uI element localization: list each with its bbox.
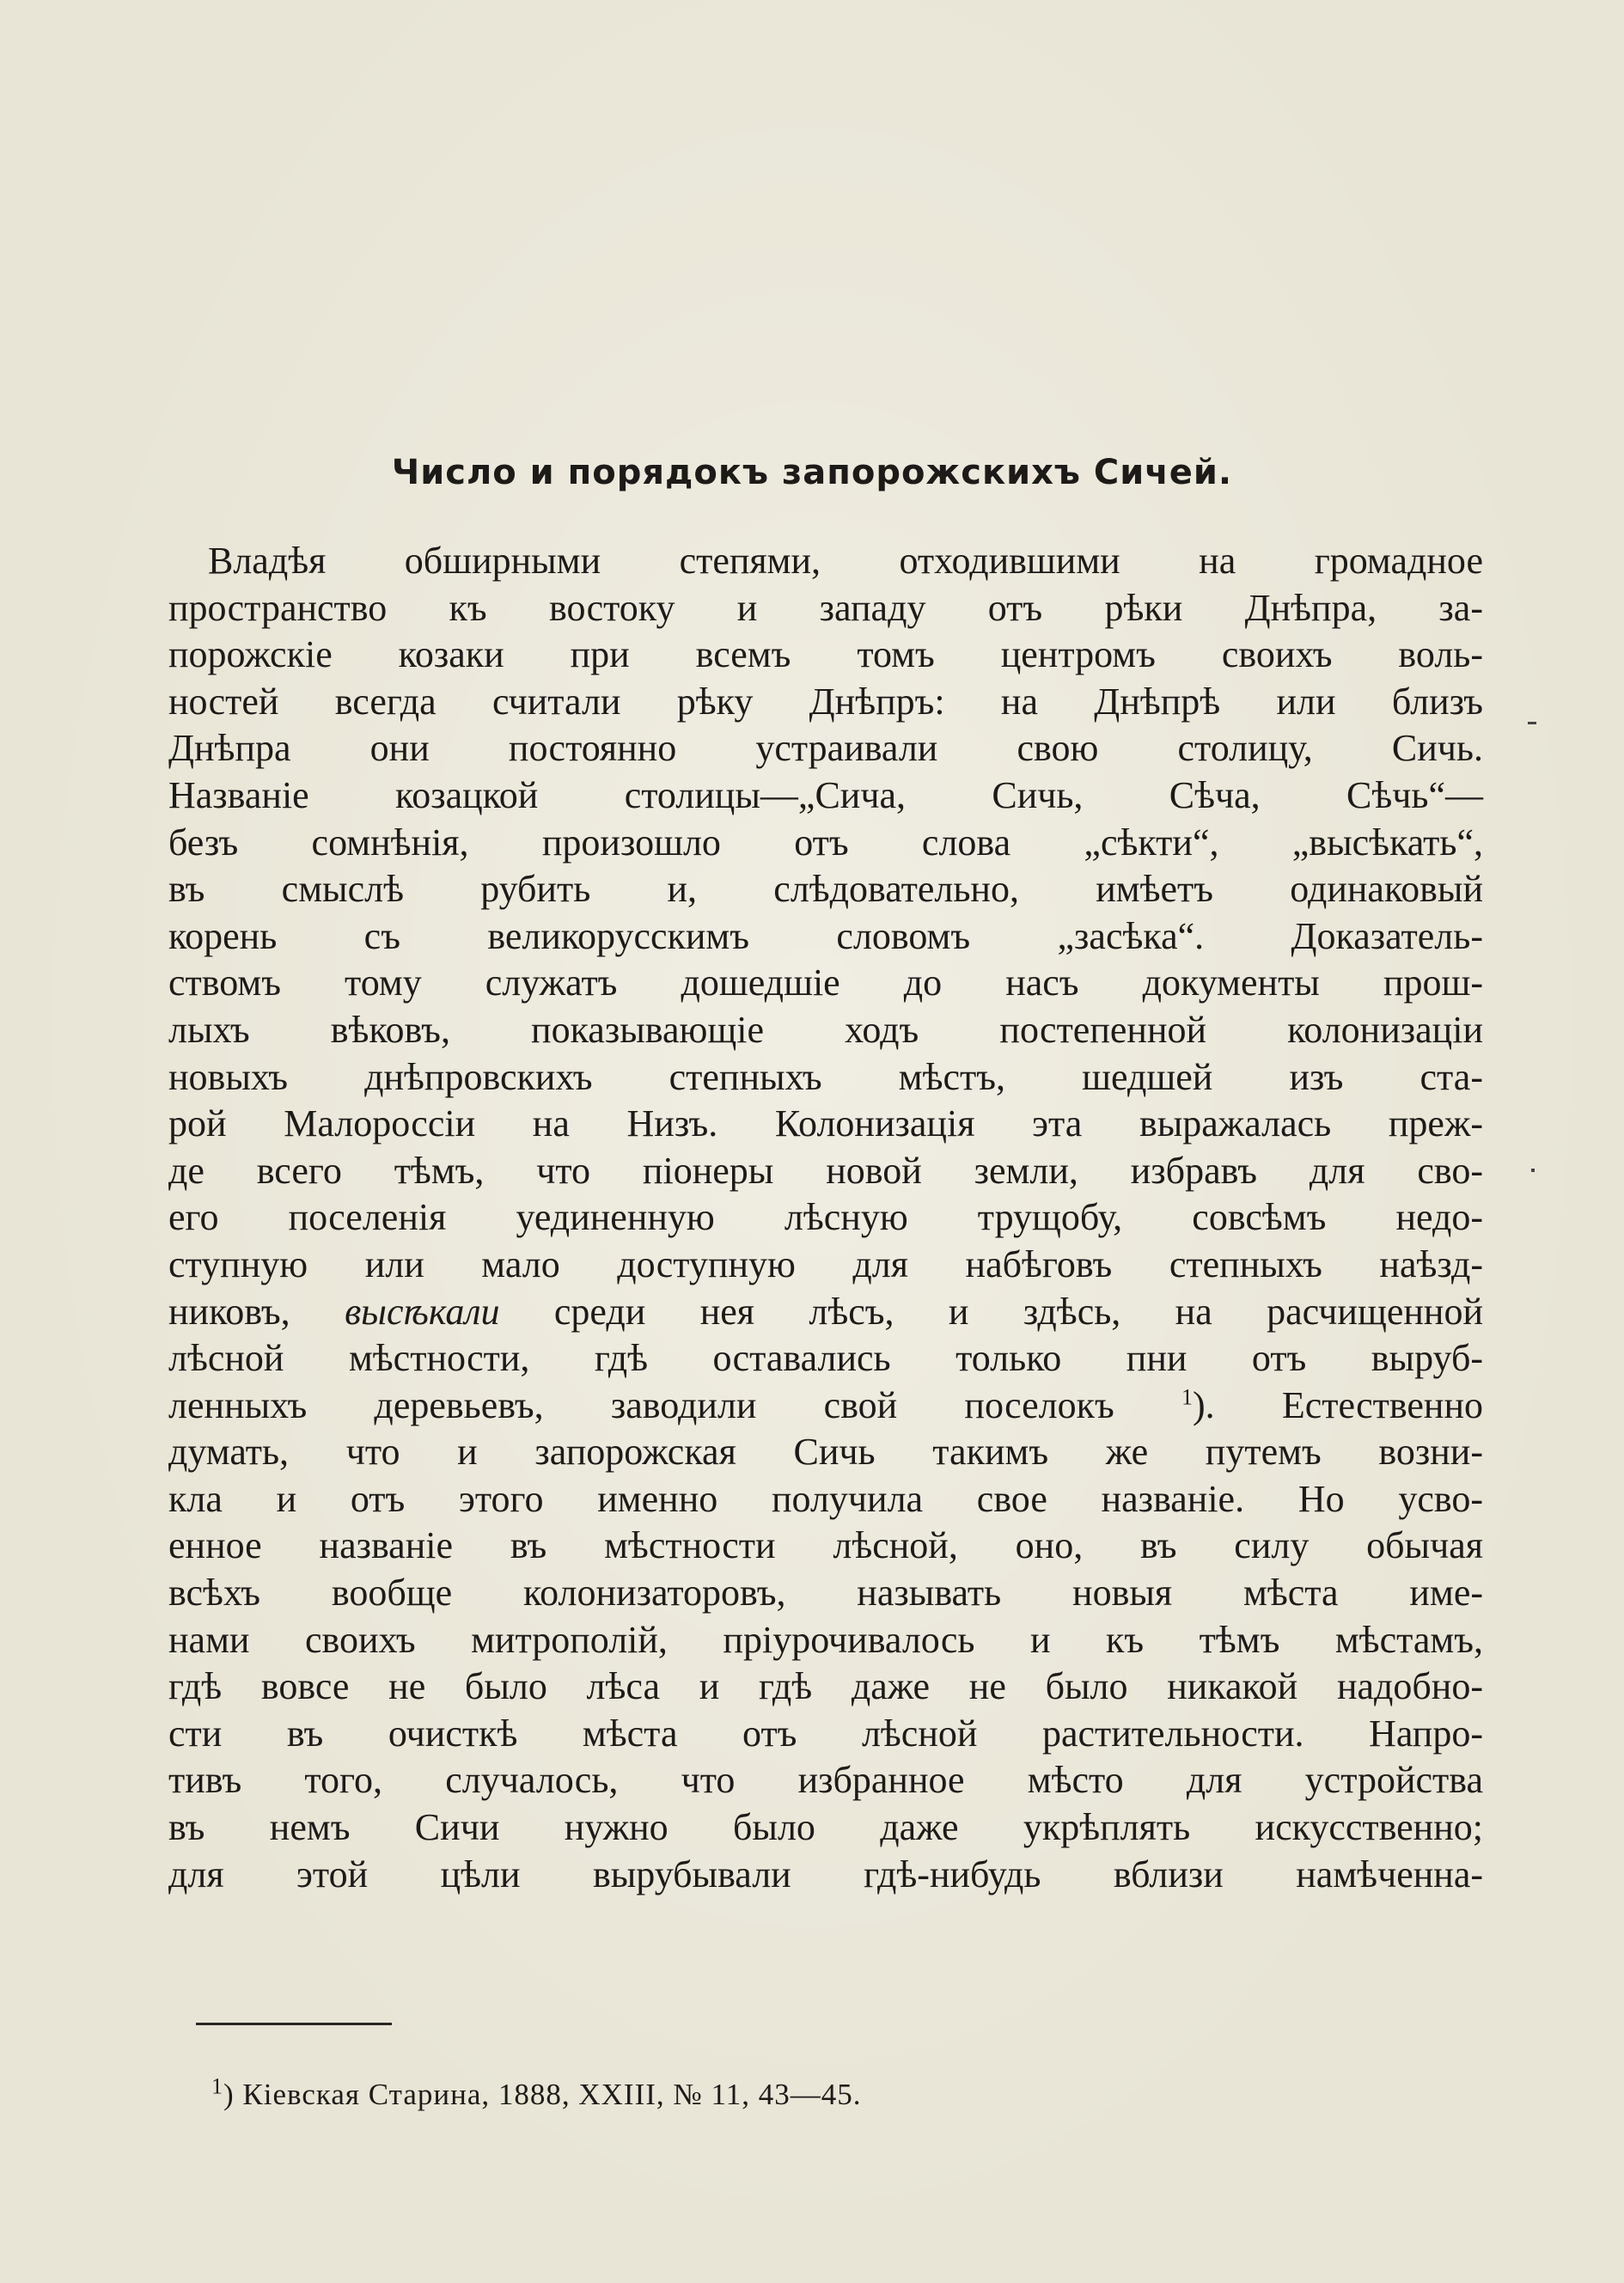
line-text-end: ). Естественно [1192,1383,1484,1426]
footnote [211,2074,861,2115]
line-text-after-emphasis: среди нея лѣсъ, и здѣсь, на расчищенной [553,1290,1484,1333]
text-line: ностей всегда считали рѣку Днѣпръ: на Днѣпрѣ или близъ [168,680,1483,723]
text-line: лѣсной мѣстности, гдѣ оставались только пни отъ выруб- [168,1337,1483,1380]
text-line: Владѣя обширными степями, отходившими на громадное [208,540,1483,582]
body-paragraph [168,538,1483,1898]
footnote-marker: 1 [211,2073,223,2099]
text-line: гдѣ вовсе не было лѣса и гдѣ даже не было никакой надобно- [168,1665,1483,1708]
footnote-divider [196,2023,392,2025]
text-line: его поселенія уединенную лѣсную трущобу, совсѣмъ недо- [168,1196,1483,1239]
text-line: нами своихъ митрополій, пріурочивалось и къ тѣмъ мѣстамъ, [168,1618,1483,1661]
text-line: въ смыслѣ рубить и, слѣдовательно, имѣетъ одинаковый [168,868,1483,911]
text-line: Названіе козацкой столицы—„Сича, Сичь, Сѣча, Сѣчь“— [168,773,1483,816]
text-line: пространство къ востоку и западу отъ рѣки Днѣпра, за- [168,586,1483,629]
text-line: де всего тѣмъ, что піонеры новой земли, избравъ для сво- [168,1149,1483,1192]
line-text: ленныхъ деревьевъ, заводили свой поселокъ [168,1383,1114,1426]
text-line: сти въ очисткѣ мѣста отъ лѣсной растительности. Напро- [168,1712,1483,1755]
text-line-with-emphasis [168,1289,1483,1336]
text-line: для этой цѣли вырубывали гдѣ-нибудь вблизи намѣченна- [168,1853,1483,1895]
text-line: енное названіе въ мѣстности лѣсной, оно, въ силу обычая [168,1524,1483,1567]
text-line-with-footnote-ref [168,1383,1483,1430]
emphasized-word: высѣкали [345,1290,500,1333]
text-line: кла и отъ этого именно получила свое названіе. Но усво- [168,1477,1483,1520]
footnote-text: ) Кіевская Старина, 1888, XXIII, № 11, 43—45. [223,2078,862,2111]
footnote-reference[interactable]: 1 [1181,1384,1193,1410]
line-text-before-emphasis: никовъ, [168,1290,290,1333]
margin-mark [1528,722,1536,724]
text-line: безъ сомнѣнія, произошло отъ слова „сѣкти“, „высѣкать“, [168,821,1483,864]
text-line: въ немъ Сичи нужно было даже укрѣплять искусственно; [168,1806,1483,1849]
text-line: думать, что и запорожская Сичь такимъ же путемъ возни- [168,1431,1483,1474]
text-line: новыхъ днѣпровскихъ степныхъ мѣстъ, шедшей изъ ста- [168,1055,1483,1098]
text-line: порожскіе козаки при всемъ томъ центромъ своихъ воль- [168,633,1483,676]
text-line: ствомъ тому служатъ дошедшіе до насъ документы прош- [168,961,1483,1004]
margin-mark [1531,1169,1535,1172]
text-line: рой Малороссіи на Низъ. Колонизація эта выражалась преж- [168,1102,1483,1145]
text-line: всѣхъ вообще колонизаторовъ, называть новыя мѣста име- [168,1572,1483,1615]
chapter-heading: Число и порядокъ запорожскихъ Сичей. [391,453,1233,492]
text-line: лыхъ вѣковъ, показывающіе ходъ постепенной колонизаціи [168,1008,1483,1051]
text-line: Днѣпра они постоянно устраивали свою столицу, Сичь. [168,727,1483,770]
text-line: корень съ великорусскимъ словомъ „засѣка“. Доказатель- [168,914,1483,957]
text-line: ступную или мало доступную для набѣговъ степныхъ наѣзд- [168,1242,1483,1285]
text-line: тивъ того, случалось, что избранное мѣсто для устройства [168,1759,1483,1802]
